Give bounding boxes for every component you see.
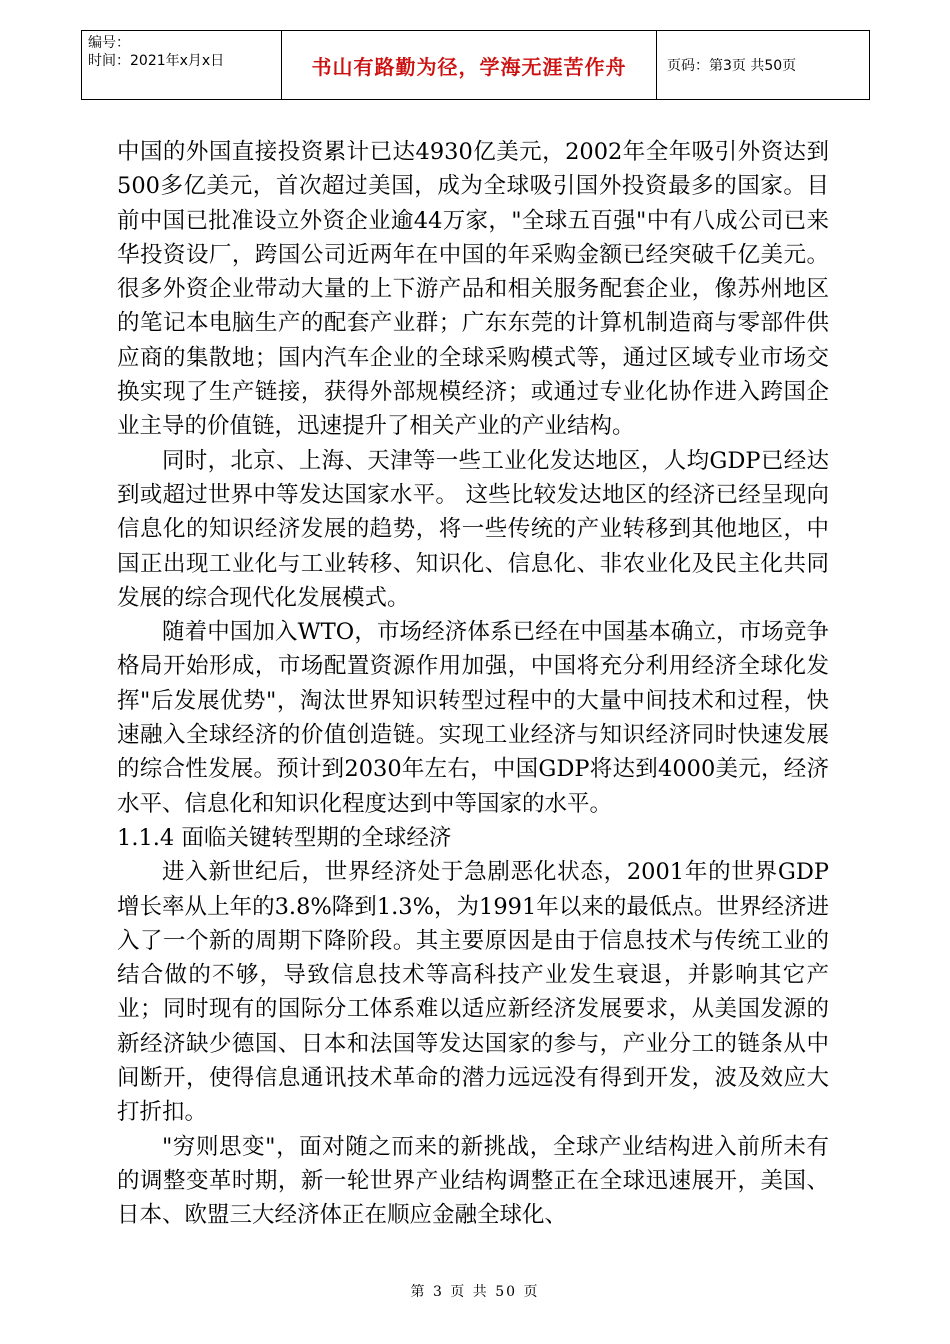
page-header (81, 30, 870, 100)
header-page-info: 页码：第3页 共50页 (667, 58, 797, 74)
header-page-info-cell (657, 31, 869, 99)
header-meta (82, 31, 282, 99)
header-motto-cell (282, 31, 657, 99)
document-number-label: 编号： (88, 35, 130, 51)
page-footer (0, 1281, 950, 1301)
paragraph-industry-restructuring: "穷则思变"，面对随之而来的新挑战，全球产业结构进入前所未有的调整变革时期，新一轮世界产业结构调整正在全球迅速展开，美国、日本、欧盟三大经济体正在顺应金融全球化、 (117, 1133, 829, 1229)
document-time-label: 时间：2021年x月x日 (88, 53, 225, 69)
paragraph-world-economy: 进入新世纪后，世界经济处于急剧恶化状态，2001年的世界GDP增长率从上年的3.8%降到1.3%，为1991年以来的最低点。世界经济进入了一个新的周期下降阶段。其主要原因是由于信息技术与传统工业的结合做的不够，导致信息技术等高科技产业发生衰退，并影响其它产业；同时现有的国际分工体系难以适应新经济发展要求，从美国发源的新经济缺少德国、日本和法国等发达国家的参与，产业分工的链条从中间断开，使得信息通讯技术革命的潜力远远没有得到开发，波及效应大打折扣。 (117, 859, 829, 1126)
header-motto: 书山有路勤为径，学海无涯苦作舟 (311, 54, 627, 79)
footer-page-number: 第 3 页 共 50 页 (410, 1284, 540, 1300)
document-body (117, 135, 829, 1233)
paragraph-wto: 随着中国加入WTO，市场经济体系已经在中国基本确立，市场竞争格局开始形成，市场配置资源作用加强，中国将充分利用经济全球化发挥"后发展优势"，淘汰世界知识转型过程中的大量中间技术和过程，快速融入全球经济的价值创造链。实现工业经济与知识经济同时快速发展的综合性发展。预计到2030年左右，中国GDP将达到4000美元，经济水平、信息化和知识化程度达到中等国家的水平。 (117, 619, 829, 817)
paragraph-developed-regions: 同时，北京、上海、天津等一些工业化发达地区，人均GDP已经达到或超过世界中等发达国家水平。 这些比较发达地区的经济已经呈现向信息化的知识经济发展的趋势，将一些传统的产业转移到其他地区，中国正出现工业化与工业转移、知识化、信息化、非农业化及民主化共同发展的综合现代化发展模式。 (117, 447, 829, 611)
section-heading: 1.1.4 面临关键转型期的全球经济 (117, 824, 452, 851)
paragraph-foreign-investment: 中国的外国直接投资累计已达4930亿美元，2002年全年吸引外资达到500多亿美元，首次超过美国，成为全球吸引国外投资最多的国家。目前中国已批准设立外资企业逾44万家，"全球五百强"中有八成公司已来华投资设厂，跨国公司近两年在中国的年采购金额已经突破千亿美元。很多外资企业带动大量的上下游产品和相关服务配套企业，像苏州地区的笔记本电脑生产的配套产业群；广东东莞的计算机制造商与零部件供应商的集散地；国内汽车企业的全球采购模式等，通过区域专业市场交换实现了生产链接，获得外部规模经济；或通过专业化协作进入跨国企业主导的价值链，迅速提升了相关产业的产业结构。 (117, 139, 829, 440)
